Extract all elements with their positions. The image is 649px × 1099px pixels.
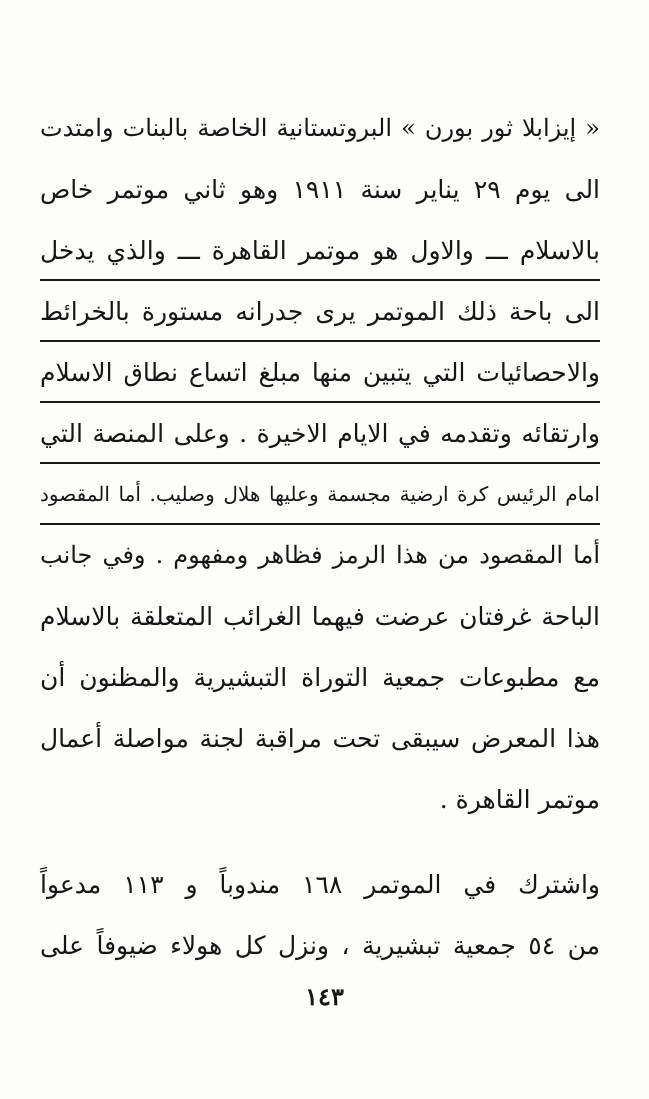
body-text <box>40 98 600 976</box>
underlined-text-line: والاحصائيات التي يتبين منها مبلغ اتساع نطاق الاسلام <box>40 342 600 403</box>
underlined-text-line: بالاسلام ـــ والاول هو موتمر القاهرة ـــ والذي يدخل <box>40 220 600 281</box>
text-line: « إيزابلا ثور بورن » البروتستانية الخاصة بالبنات وامتدت <box>40 114 600 142</box>
paragraph-gap <box>40 830 600 854</box>
underlined-text-line: امام الرئيس كرة ارضية مجسمة وعليها هلال وصليب. أما المقصود <box>40 464 600 525</box>
text-line: الباحة غرفتان عرضت فيهما الغرائب المتعلقة بالاسلام <box>40 602 600 631</box>
text-line: مع مطبوعات جمعية التوراة التبشيرية والمظنون أن <box>40 663 600 692</box>
text-line: أما المقصود من هذا الرمز فظاهر ومفهوم . وفي جانب <box>40 541 600 569</box>
page-number: ١٤٣ <box>305 982 344 1011</box>
underlined-text-line: وارتقائه وتقدمه في الايام الاخيرة . وعلى المنصة التي <box>40 403 600 464</box>
underlined-text-line: الى باحة ذلك الموتمر يرى جدرانه مستورة بالخرائط <box>40 281 600 342</box>
text-line: واشترك في الموتمر ١٦٨ مندوباً و ١١٣ مدعواً <box>40 870 600 899</box>
text-line: الى يوم ٢٩ يناير سنة ١٩١١ وهو ثاني موتمر خاص <box>40 175 601 204</box>
text-line: هذا المعرض سيبقى تحت مراقبة لجنة مواصلة أعمال <box>40 724 600 753</box>
text-line: من ٥٤ جمعية تبشيرية ، ونزل كل هولاء ضيوفاً على <box>40 931 600 960</box>
text-line: موتمر القاهرة . <box>439 785 600 814</box>
